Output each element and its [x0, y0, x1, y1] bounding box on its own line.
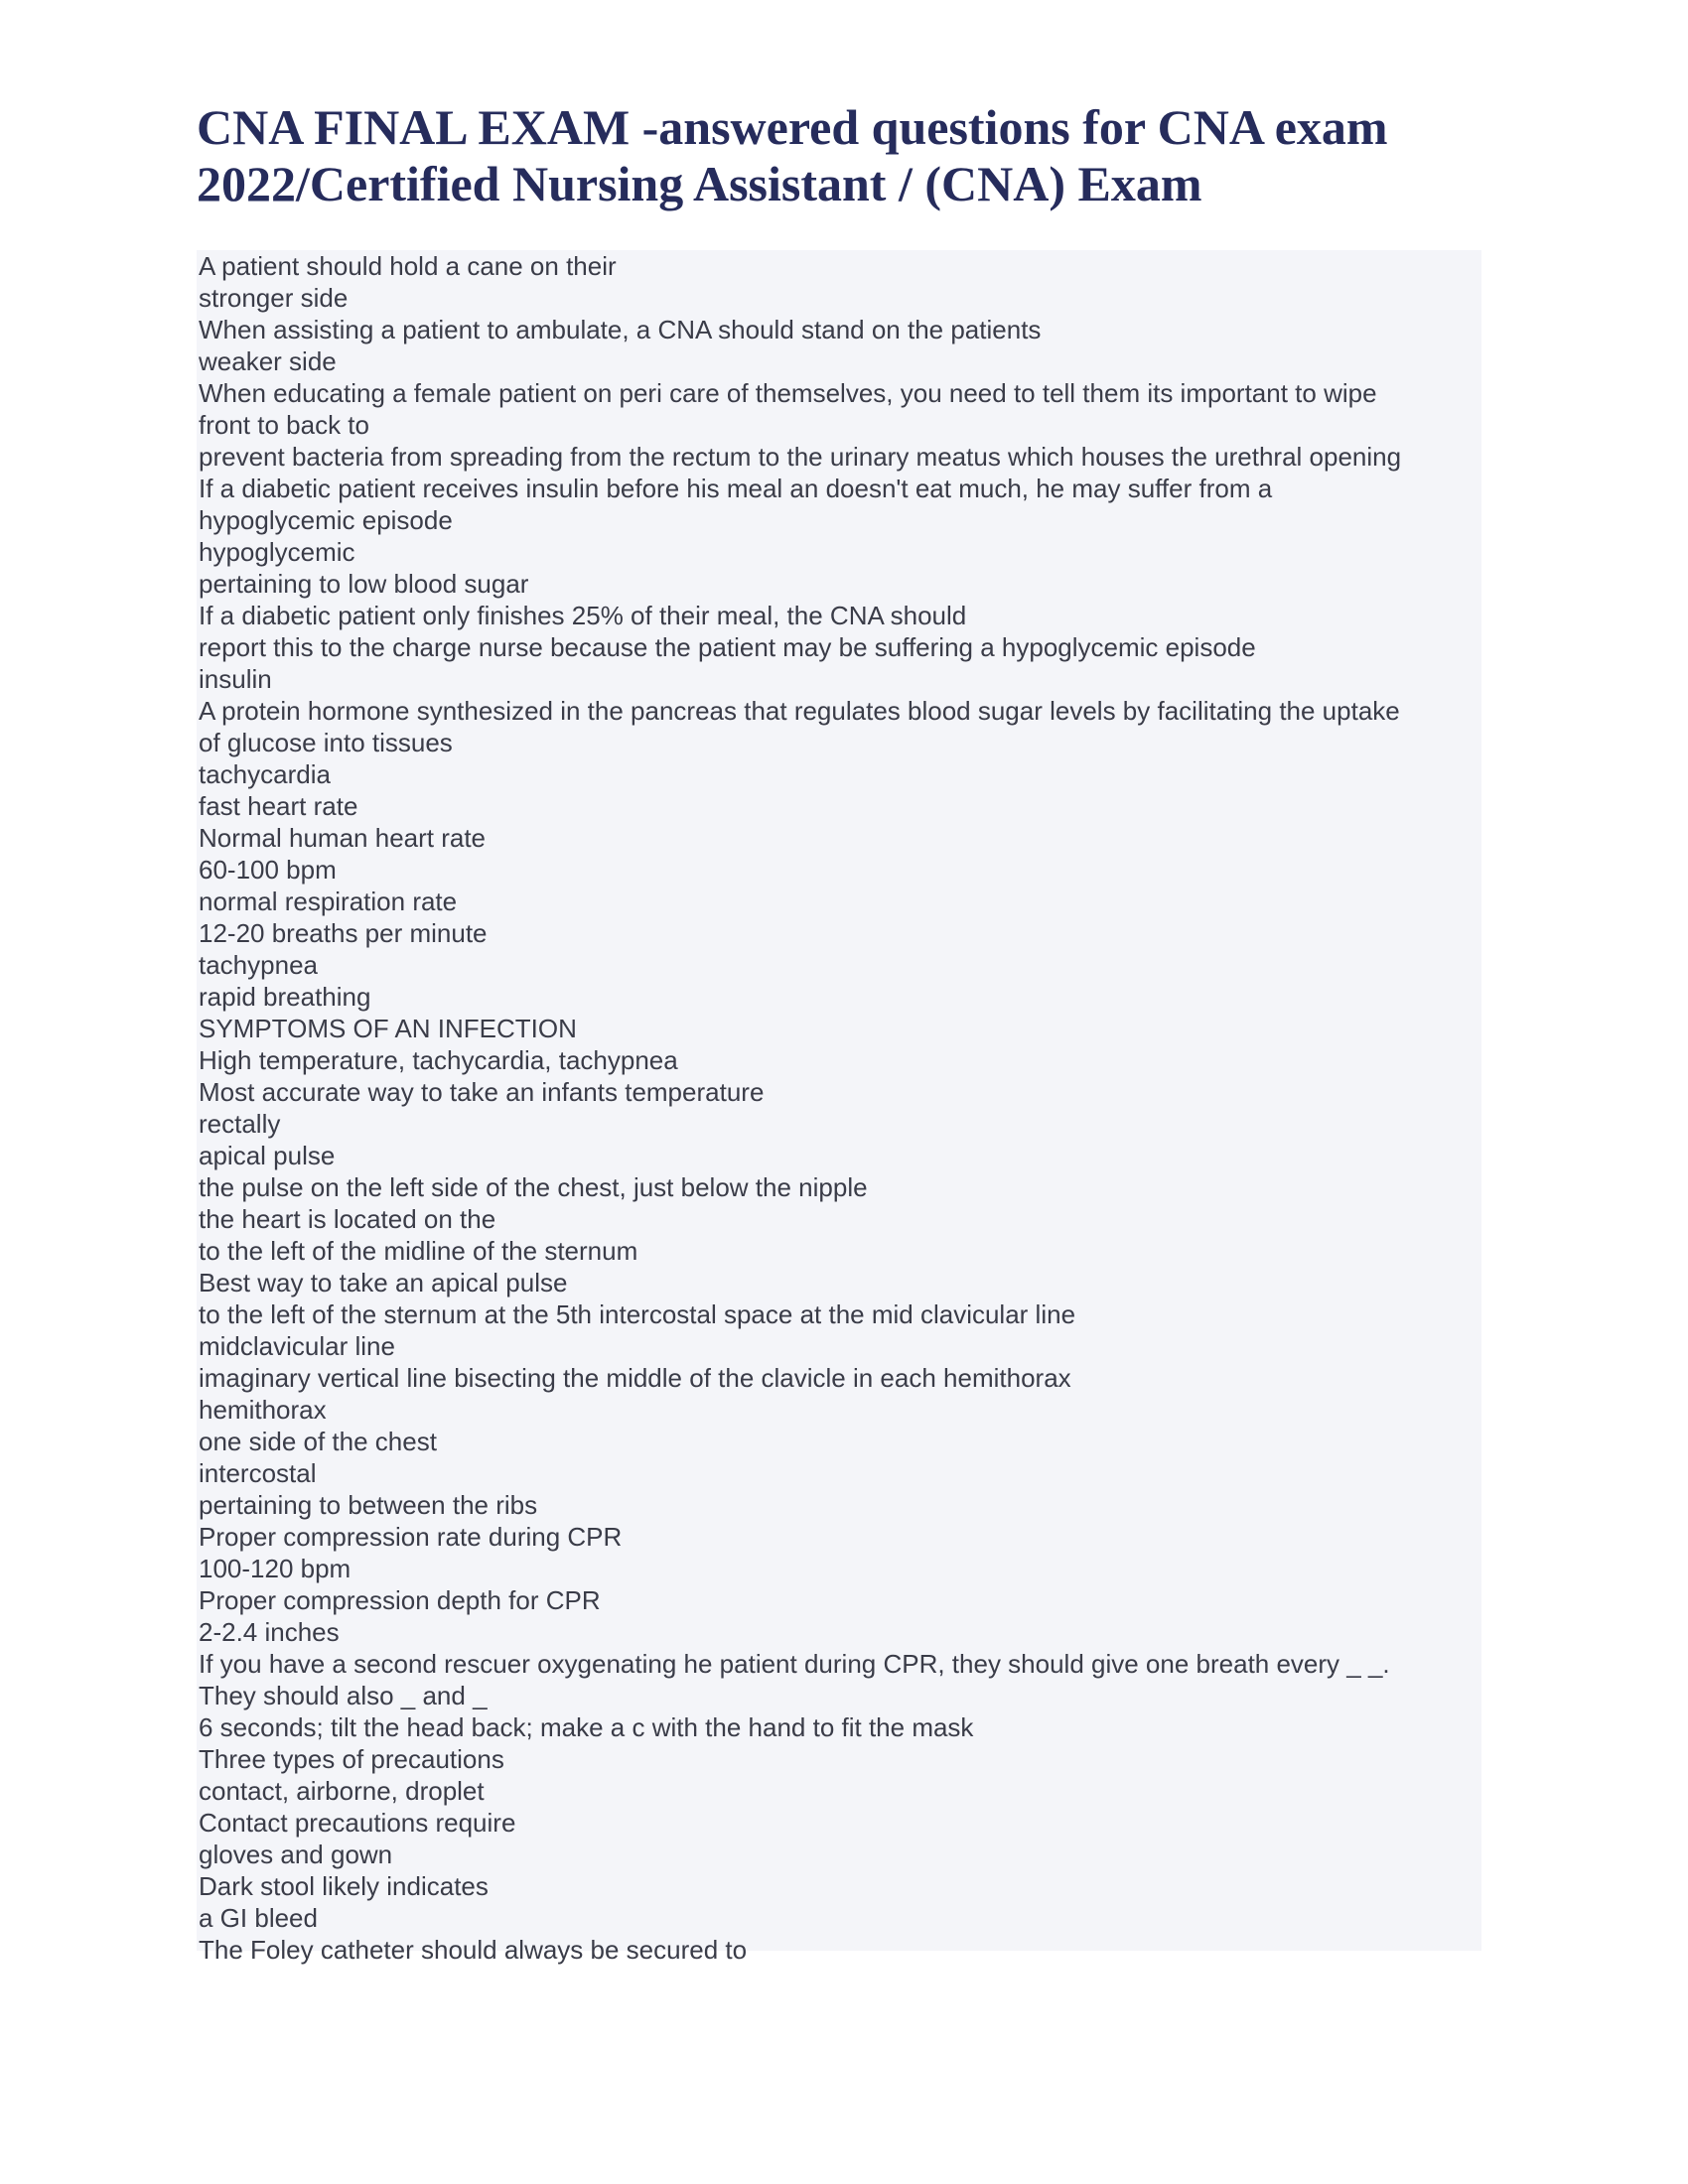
text-line: weaker side: [199, 346, 337, 376]
text-line: Best way to take an apical pulse: [199, 1268, 568, 1297]
text-line: intercostal: [199, 1458, 317, 1488]
text-line: A protein hormone synthesized in the pancreas that regulates blood sugar levels by facilitating the uptake: [199, 696, 1400, 726]
text-line: pertaining to low blood sugar: [199, 569, 529, 599]
text-line: the heart is located on the: [199, 1204, 496, 1234]
text-line: prevent bacteria from spreading from the rectum to the urinary meatus which houses the urethral opening: [199, 442, 1402, 472]
text-line: If you have a second rescuer oxygenating he patient during CPR, they should give one breath every _ _.: [199, 1649, 1390, 1679]
text-line: Proper compression rate during CPR: [199, 1522, 623, 1552]
text-line: of glucose into tissues: [199, 728, 453, 757]
text-line: insulin: [199, 664, 272, 694]
text-line: stronger side: [199, 283, 349, 313]
text-line: They should also _ and _: [199, 1681, 488, 1710]
text-line: tachycardia: [199, 759, 331, 789]
text-line: fast heart rate: [199, 791, 358, 821]
text-line: front to back to: [199, 410, 369, 440]
text-line: apical pulse: [199, 1141, 336, 1170]
text-line: a GI bleed: [199, 1903, 318, 1933]
text-line: rectally: [199, 1109, 281, 1139]
text-line: tachypnea: [199, 950, 318, 980]
text-line: contact, airborne, droplet: [199, 1776, 485, 1806]
text-line: 60-100 bpm: [199, 855, 337, 885]
text-line-list: [197, 250, 1481, 1966]
text-line: hypoglycemic episode: [199, 505, 453, 535]
text-line: If a diabetic patient receives insulin before his meal an doesn't eat much, he may suffer from a: [199, 474, 1273, 503]
text-line: to the left of the midline of the sternum: [199, 1236, 638, 1266]
document-title: CNA FINAL EXAM -answered questions for CNA exam 2022/Certified Nursing Assistant / (CNA) Exam: [197, 99, 1388, 211]
text-line: imaginary vertical line bisecting the middle of the clavicle in each hemithorax: [199, 1363, 1071, 1393]
text-line: 6 seconds; tilt the head back; make a c with the hand to fit the mask: [199, 1712, 974, 1742]
document-body: [197, 250, 1481, 1965]
text-line: If a diabetic patient only finishes 25% of their meal, the CNA should: [199, 601, 967, 630]
text-line: 2-2.4 inches: [199, 1617, 340, 1647]
text-line: Dark stool likely indicates: [199, 1871, 489, 1901]
text-line: Most accurate way to take an infants temperature: [199, 1077, 765, 1107]
text-line: the pulse on the left side of the chest, just below the nipple: [199, 1172, 868, 1202]
text-line: hemithorax: [199, 1395, 327, 1425]
text-line: Contact precautions require: [199, 1808, 516, 1838]
text-line: Normal human heart rate: [199, 823, 487, 853]
text-line: 100-120 bpm: [199, 1554, 352, 1583]
text-line: midclavicular line: [199, 1331, 395, 1361]
text-line: 12-20 breaths per minute: [199, 918, 488, 948]
text-line: gloves and gown: [199, 1840, 393, 1869]
text-line: pertaining to between the ribs: [199, 1490, 538, 1520]
text-line: High temperature, tachycardia, tachypnea: [199, 1045, 678, 1075]
text-line: When assisting a patient to ambulate, a CNA should stand on the patients: [199, 315, 1042, 344]
text-line: The Foley catheter should always be secured to: [199, 1935, 748, 1965]
text-line: hypoglycemic: [199, 537, 355, 567]
text-line: When educating a female patient on peri care of themselves, you need to tell them its important to wipe: [199, 378, 1377, 408]
text-line: A patient should hold a cane on their: [199, 251, 617, 281]
text-line: one side of the chest: [199, 1427, 437, 1456]
text-line: Three types of precautions: [199, 1744, 504, 1774]
text-line: rapid breathing: [199, 982, 371, 1012]
text-line: to the left of the sternum at the 5th intercostal space at the mid clavicular line: [199, 1299, 1076, 1329]
text-line: normal respiration rate: [199, 887, 458, 916]
text-line: report this to the charge nurse because the patient may be suffering a hypoglycemic episode: [199, 632, 1256, 662]
text-line: Proper compression depth for CPR: [199, 1585, 601, 1615]
text-line: SYMPTOMS OF AN INFECTION: [199, 1014, 577, 1043]
